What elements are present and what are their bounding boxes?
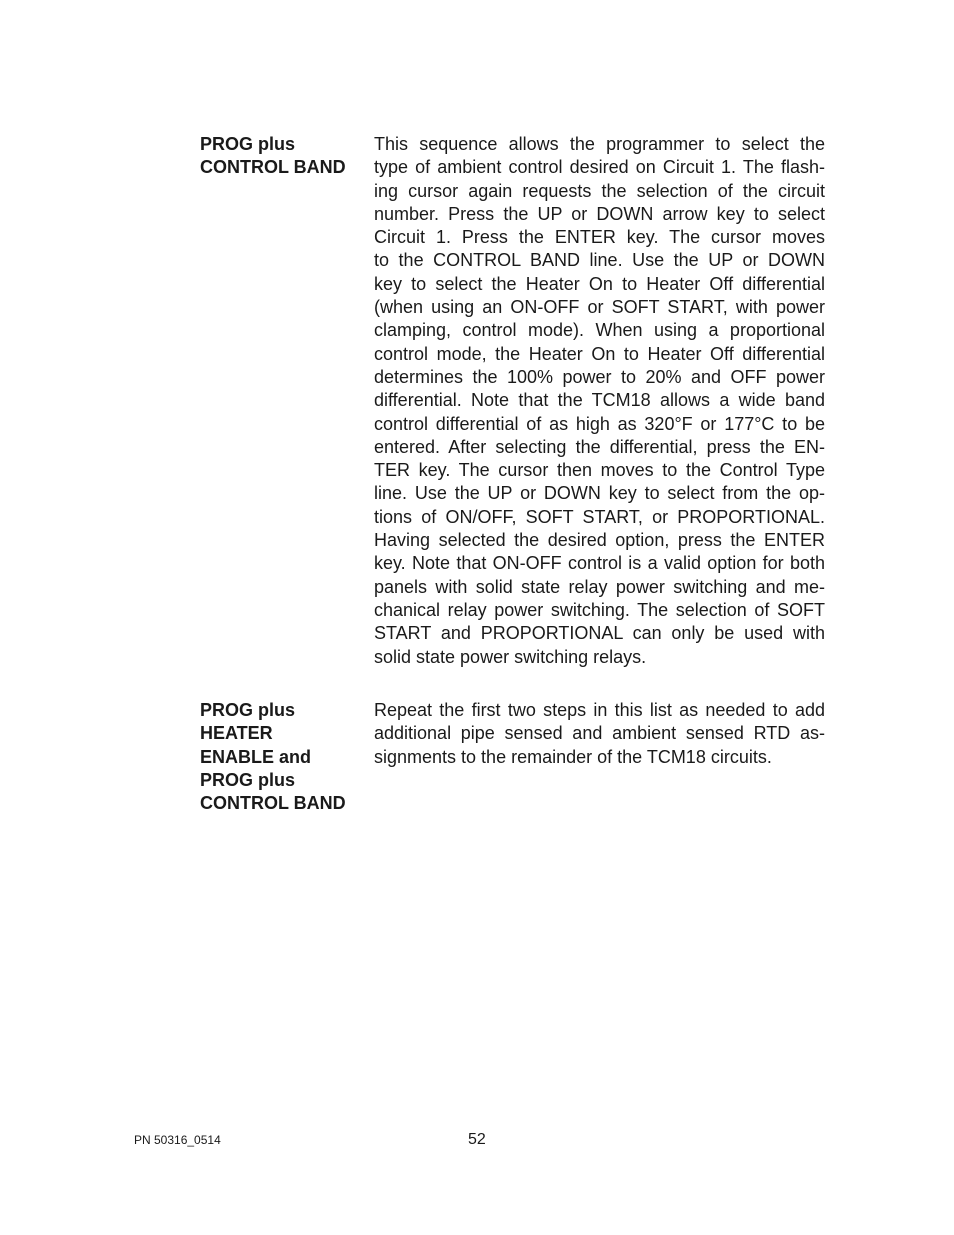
body-line: type of ambient control desired on Circuit 1. The flash- — [374, 157, 825, 178]
body-line: Circuit 1. Press the ENTER key. The cursor moves — [374, 227, 825, 248]
label-line: CONTROL BAND — [200, 793, 346, 814]
body-line: (when using an ON-OFF or SOFT START, with power — [374, 297, 825, 318]
body-line: chanical relay power switching. The selection of SOFT — [374, 599, 825, 620]
entry-label — [200, 133, 365, 180]
label-line: ENABLE and — [200, 746, 312, 767]
entry-label — [200, 699, 365, 815]
entry-description — [374, 133, 825, 669]
body-line: key. Note that ON-OFF control is a valid option for both — [374, 553, 825, 574]
entry-description — [374, 699, 825, 769]
page-number: 52 — [468, 1131, 486, 1148]
body-line: This sequence allows the programmer to select the — [374, 134, 825, 154]
label-line: HEATER — [200, 723, 273, 744]
body-line: number. Press the UP or DOWN arrow key to select — [374, 203, 825, 224]
body-line: solid state power switching relays. — [374, 646, 647, 667]
label-line: CONTROL BAND — [200, 157, 346, 178]
footer-part-number: PN 50316_0514 — [134, 1133, 221, 1147]
body-line: control mode, the Heater On to Heater Off differential — [374, 343, 825, 364]
body-line: control differential of as high as 320°F or 177°C to be — [374, 413, 825, 434]
body-line: to the CONTROL BAND line. Use the UP or DOWN — [374, 250, 825, 271]
body-line: additional pipe sensed and ambient sensed RTD as- — [374, 723, 825, 744]
body-line: TER key. The cursor then moves to the Control Type — [374, 460, 825, 481]
label-line: PROG plus — [200, 700, 296, 720]
label-line: PROG plus — [200, 134, 296, 154]
body-line: clamping, control mode). When using a proportional — [374, 320, 825, 341]
body-line: Repeat the first two steps in this list as needed to add — [374, 700, 825, 720]
body-line: determines the 100% power to 20% and OFF power — [374, 366, 825, 387]
body-line: START and PROPORTIONAL can only be used with — [374, 623, 825, 644]
body-line: tions of ON/OFF, SOFT START, or PROPORTIONAL. — [374, 506, 825, 527]
body-line: entered. After selecting the differential, press the EN- — [374, 436, 825, 457]
body-line: key to select the Heater On to Heater Off differential — [374, 273, 825, 294]
body-line: ing cursor again requests the selection of the circuit — [374, 180, 825, 201]
body-line: Having selected the desired option, press the ENTER — [374, 530, 825, 551]
label-line: PROG plus — [200, 769, 296, 790]
body-line: differential. Note that the TCM18 allows a wide band — [374, 390, 825, 411]
body-line: line. Use the UP or DOWN key to select from the op- — [374, 483, 825, 504]
body-line: panels with solid state relay power switching and me- — [374, 576, 825, 597]
body-line: signments to the remainder of the TCM18 circuits. — [374, 746, 772, 767]
